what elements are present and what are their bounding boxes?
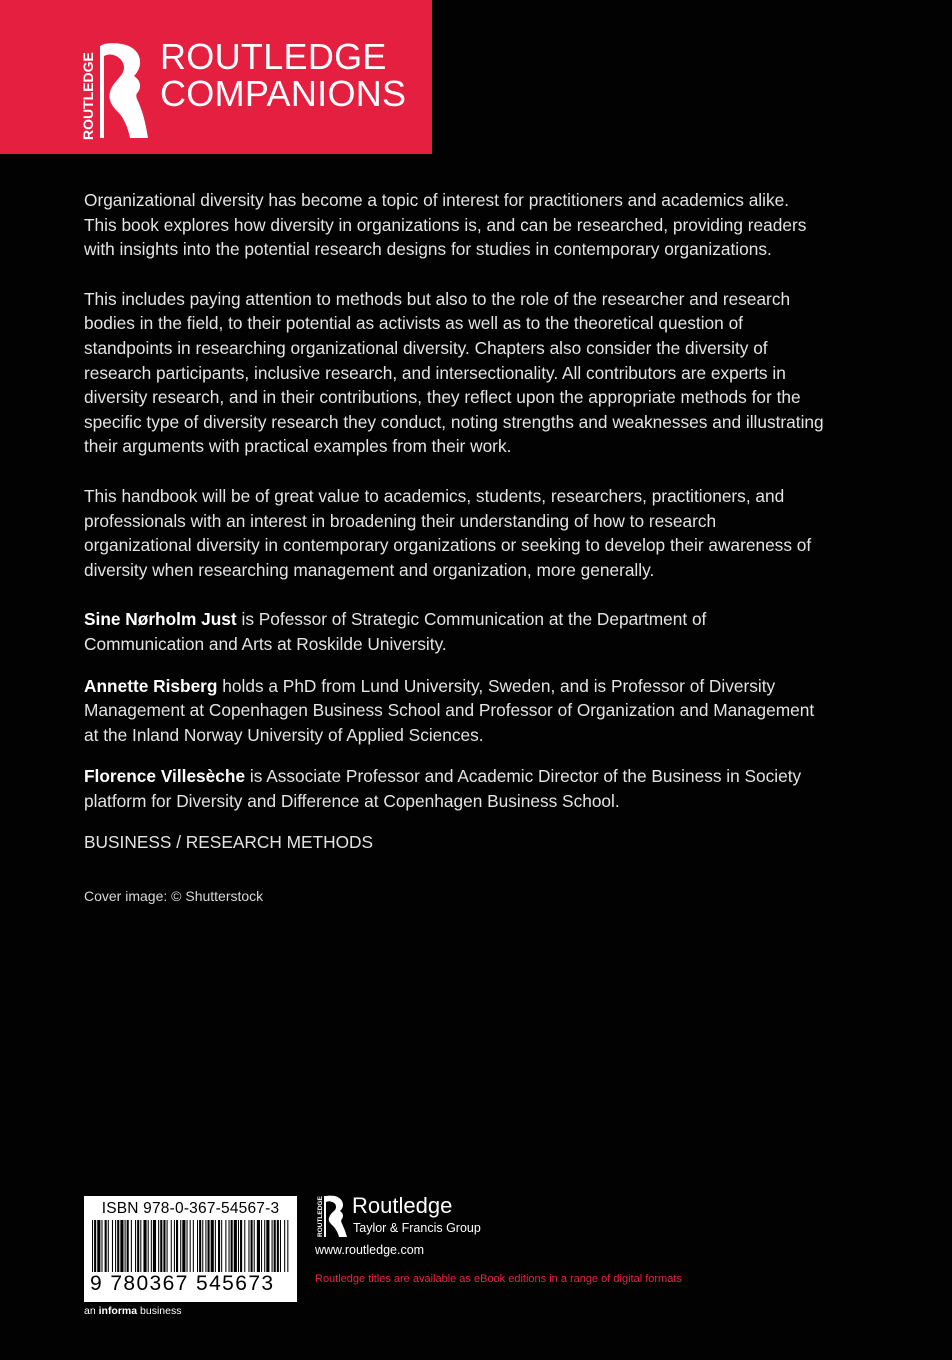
barcode-bar <box>208 1220 210 1272</box>
barcode-bar <box>163 1220 165 1272</box>
barcode-bar <box>101 1220 102 1272</box>
barcode-bar <box>160 1220 162 1272</box>
barcode-bar <box>251 1220 253 1272</box>
author-bio-2 <box>84 674 824 748</box>
barcode-bar <box>218 1220 220 1272</box>
barcode-bar <box>115 1220 116 1272</box>
barcode-bar <box>117 1220 119 1272</box>
barcode-bar <box>135 1220 136 1272</box>
barcode-bar <box>120 1220 123 1272</box>
author-bio-text-3: is Associate Professor and Academic Director of the Business in Society platform for Diversity and Difference at Copenhagen Business School. <box>84 766 802 811</box>
description-paragraph-3: This handbook will be of great value to academics, students, researchers, practitioners, and professionals with an interest in broadening their understanding of how to research organizational diversity in contemporary organizations or seeking to develop their awareness of diversity when researching management and organization, more generally. <box>84 485 812 580</box>
barcode-bar <box>238 1220 239 1272</box>
author-bio-3 <box>84 764 824 813</box>
author-bio-1 <box>84 607 824 656</box>
barcode-bar <box>266 1220 269 1272</box>
series-title-line2: COMPANIONS <box>160 73 407 114</box>
barcode-bar <box>167 1220 168 1272</box>
barcode-bar <box>174 1220 175 1272</box>
barcode-bar <box>158 1220 159 1272</box>
ebook-availability-note: Routledge titles are available as eBook editions in a range of digital formats <box>315 1273 682 1285</box>
barcode-bar <box>199 1220 201 1272</box>
barcode-bar <box>287 1220 288 1272</box>
publisher-group: Taylor & Francis Group <box>353 1221 481 1235</box>
publisher-logo-text: ROUTLEDGE <box>317 1196 324 1237</box>
barcode-bar <box>131 1220 132 1272</box>
barcode-bar <box>92 1220 93 1272</box>
barcode-bar <box>187 1220 188 1272</box>
back-cover-text <box>84 188 824 905</box>
barcode-bar <box>140 1220 141 1272</box>
brand-logo-text: ROUTLEDGE <box>80 52 96 140</box>
description-paragraph-1: Organizational diversity has become a topic of interest for practitioners and academics alike. This book explores how diversity in organizations is, and can be researched, providing readers with insights into the potential research designs for studies in contemporary organizations. <box>84 190 807 260</box>
author-bio-text-1: is Pofessor of Strategic Communication at the Department of Communication and Arts at Roskilde University. <box>84 609 707 654</box>
barcode-bar <box>202 1220 203 1272</box>
barcode-bar <box>215 1220 216 1272</box>
barcode-bar <box>257 1220 260 1272</box>
barcode-bar <box>180 1220 181 1272</box>
barcode-digits: 9 780367 545673 <box>90 1272 275 1295</box>
barcode-bar <box>171 1220 172 1272</box>
series-banner <box>0 0 432 154</box>
barcode-bar <box>197 1220 198 1272</box>
publisher-name: Routledge <box>352 1193 453 1218</box>
barcode-bar <box>254 1220 255 1272</box>
barcode-bar <box>284 1220 285 1272</box>
barcode-bar <box>112 1220 113 1272</box>
barcode-bar <box>153 1220 156 1272</box>
barcode-bar <box>205 1220 206 1272</box>
barcode-bars <box>90 1220 292 1274</box>
barcode-bar <box>190 1220 191 1272</box>
informa-name: informa <box>98 1305 138 1317</box>
barcode-bar <box>272 1220 273 1272</box>
barcode-bar <box>274 1220 276 1272</box>
barcode-bar <box>248 1220 249 1272</box>
author-name-3: Florence Villesèche <box>84 766 246 787</box>
isbn-barcode <box>84 1196 297 1302</box>
barcode-bar <box>97 1220 100 1272</box>
barcode-bar <box>127 1220 129 1272</box>
author-name-1: Sine Nørholm Just <box>84 609 237 630</box>
barcode-bar <box>137 1220 139 1272</box>
barcode-bar <box>105 1220 107 1272</box>
isbn-number: ISBN 978-0-367-54567-3 <box>101 1200 280 1217</box>
barcode-bar <box>151 1220 152 1272</box>
barcode-bar <box>277 1220 279 1272</box>
barcode-bar <box>211 1220 214 1272</box>
barcode-bar <box>225 1220 226 1272</box>
barcode-bar <box>108 1220 109 1272</box>
barcode-bar <box>229 1220 230 1272</box>
subject-category: BUSINESS / RESEARCH METHODS <box>84 832 374 853</box>
description-paragraph-2: This includes paying attention to methods but also to the role of the researcher and research bodies in the field, to their potential as activists as well as to the theoretical question of standpoints in researching organizational diversity. Chapters also consider the diversity of research participants, inclusive research, and intersectionality. All contributors are experts in diversity research, and in their contributions, they reflect upon the appropriate methods for the specific type of diversity research they conduct, noting strengths and weaknesses and illustrating their arguments with practical examples from their work. <box>84 288 824 457</box>
informa-suffix: business <box>137 1305 182 1317</box>
barcode-bar <box>221 1220 222 1272</box>
series-title-line1: ROUTLEDGE <box>160 36 387 77</box>
routledge-head-logo-icon <box>78 40 154 142</box>
barcode-bar <box>261 1220 262 1272</box>
barcode-bar <box>148 1220 149 1272</box>
barcode-bar <box>244 1220 245 1272</box>
author-name-2: Annette Risberg <box>84 675 218 696</box>
informa-prefix: an <box>84 1305 99 1317</box>
barcode-bar <box>125 1220 126 1272</box>
informa-business-note <box>84 1305 181 1317</box>
barcode-bar <box>264 1220 265 1272</box>
barcode-bar <box>234 1220 237 1272</box>
author-bio-text-2: holds a PhD from Lund University, Sweden, and is Professor of Diversity Management at Copenhagen Business School and Professor of Organization and Management at the Inland Norway University of Applied Sciences. <box>84 675 815 745</box>
barcode-bar <box>94 1220 96 1272</box>
publisher-url[interactable]: www.routledge.com <box>315 1243 425 1257</box>
barcode-bar <box>280 1220 281 1272</box>
barcode-bar <box>193 1220 194 1272</box>
barcode-bar <box>182 1220 185 1272</box>
series-title <box>160 38 406 112</box>
barcode-bar <box>231 1220 233 1272</box>
cover-image-credit: Cover image: © Shutterstock <box>84 888 264 905</box>
routledge-publisher-logo-icon <box>314 1194 348 1238</box>
barcode-bar <box>176 1220 178 1272</box>
barcode-bar <box>240 1220 242 1272</box>
barcode-bar <box>143 1220 146 1272</box>
